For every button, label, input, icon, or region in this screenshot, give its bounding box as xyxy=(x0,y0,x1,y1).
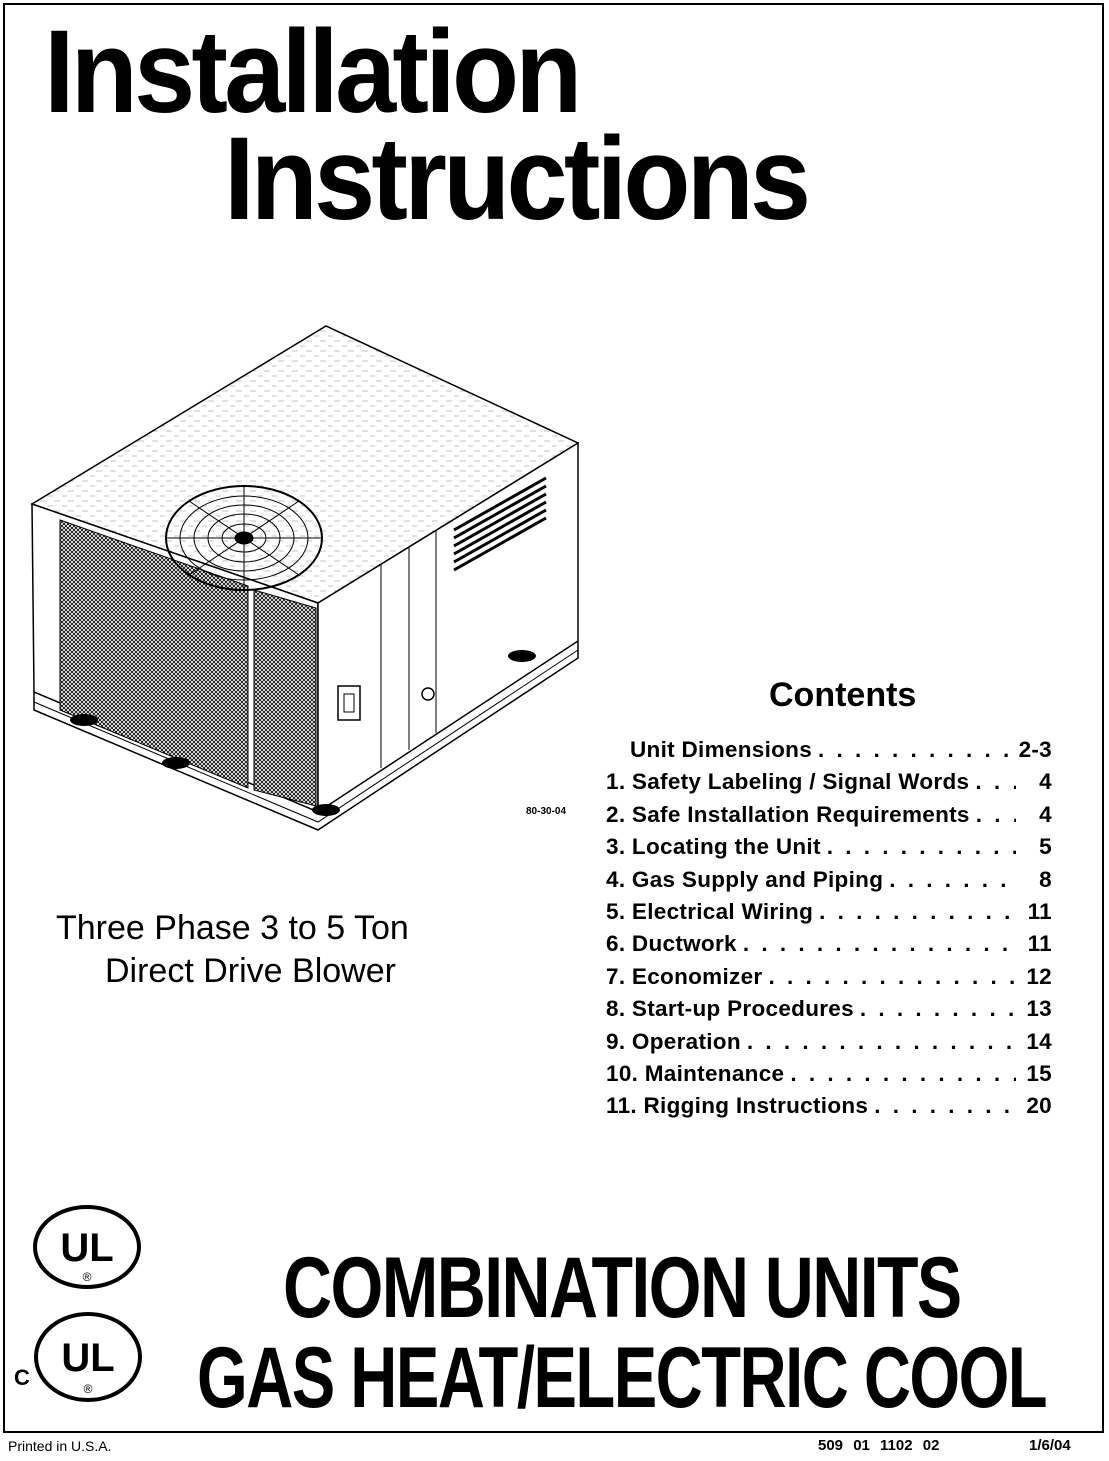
toc-leader-dots xyxy=(790,1061,1016,1087)
banner-line-2: GAS HEAT/ELECTRIC COOL xyxy=(197,1330,1047,1426)
toc-item[interactable] xyxy=(606,899,1052,931)
toc-leader-dots xyxy=(976,802,1016,828)
document-number: 509 01 1102 02 xyxy=(818,1437,940,1454)
toc-leader-dots xyxy=(818,737,1013,763)
toc-item-page: 8 xyxy=(1039,866,1052,892)
toc-item[interactable] xyxy=(606,834,1052,866)
toc-item-label: 10. Maintenance xyxy=(606,1060,785,1086)
toc-leader-dots xyxy=(874,1093,1016,1119)
toc-item-page: 20 xyxy=(1026,1093,1052,1119)
toc-item-page: 11 xyxy=(1027,898,1052,924)
rooftop-unit-illustration xyxy=(26,318,586,838)
ul-logo-text: UL xyxy=(61,1336,115,1380)
toc-item-page: 12 xyxy=(1026,963,1052,989)
toc-item-page: 4 xyxy=(1039,801,1052,827)
table-of-contents xyxy=(606,737,1052,1126)
fan-guard xyxy=(166,486,322,590)
contents-heading: Contents xyxy=(769,676,917,714)
toc-leader-dots xyxy=(889,867,1016,893)
toc-item-page: 5 xyxy=(1039,834,1052,860)
toc-leader-dots xyxy=(975,769,1016,795)
toc-item-page: 15 xyxy=(1026,1060,1052,1086)
subtitle-line-2: Direct Drive Blower xyxy=(105,952,396,990)
title-line-1: Installation xyxy=(44,6,579,138)
toc-item[interactable] xyxy=(606,931,1052,963)
toc-item[interactable] xyxy=(606,867,1052,899)
toc-item-page: 13 xyxy=(1026,996,1052,1022)
banner-line-1: COMBINATION UNITS xyxy=(283,1240,961,1336)
toc-item[interactable] xyxy=(606,964,1052,996)
document-date: 1/6/04 xyxy=(1029,1437,1071,1454)
c-prefix: C xyxy=(14,1365,30,1390)
toc-leader-dots xyxy=(860,996,1016,1022)
toc-item-page: 14 xyxy=(1026,1028,1052,1054)
c-ul-listed-logo xyxy=(12,1309,144,1405)
registered-mark: ® xyxy=(83,1382,93,1396)
toc-item-label: 4. Gas Supply and Piping xyxy=(606,866,884,892)
toc-item[interactable] xyxy=(606,802,1052,834)
toc-leader-dots xyxy=(743,931,1016,957)
toc-item[interactable] xyxy=(606,769,1052,801)
toc-item-label: 6. Ductwork xyxy=(606,931,737,957)
toc-item-label: 11. Rigging Instructions xyxy=(606,1093,869,1119)
toc-item-label: Unit Dimensions xyxy=(630,737,813,762)
toc-item-label: 7. Economizer xyxy=(606,963,763,989)
toc-item-label: 8. Start-up Procedures xyxy=(606,996,854,1022)
ul-listed-logo xyxy=(32,1205,142,1289)
title-line-2: Instructions xyxy=(224,113,808,245)
drawing-code: 80-30-04 xyxy=(526,806,567,817)
toc-item-label: 5. Electrical Wiring xyxy=(606,898,814,924)
toc-leader-dots xyxy=(768,964,1016,990)
toc-leader-dots xyxy=(819,899,1016,925)
printed-in-note: Printed in U.S.A. xyxy=(8,1438,112,1454)
toc-item[interactable] xyxy=(606,1029,1052,1061)
toc-item[interactable] xyxy=(606,1093,1052,1125)
toc-item-label: 2. Safe Installation Requirements xyxy=(606,801,970,827)
toc-item[interactable] xyxy=(606,996,1052,1028)
toc-item-label: 1. Safety Labeling / Signal Words xyxy=(606,769,970,795)
toc-item[interactable] xyxy=(606,1061,1052,1093)
subtitle-line-1: Three Phase 3 to 5 Ton xyxy=(56,909,409,947)
toc-item-page: 11 xyxy=(1027,931,1052,957)
toc-item-page: 2-3 xyxy=(1018,737,1052,762)
toc-item[interactable] xyxy=(606,737,1052,769)
toc-item-label: 3. Locating the Unit xyxy=(606,834,821,860)
toc-item-label: 9. Operation xyxy=(606,1028,741,1054)
registered-mark: ® xyxy=(82,1270,92,1284)
toc-leader-dots xyxy=(747,1029,1016,1055)
toc-item-page: 4 xyxy=(1039,769,1052,795)
toc-leader-dots xyxy=(827,834,1016,860)
ul-logo-text: UL xyxy=(60,1226,114,1270)
